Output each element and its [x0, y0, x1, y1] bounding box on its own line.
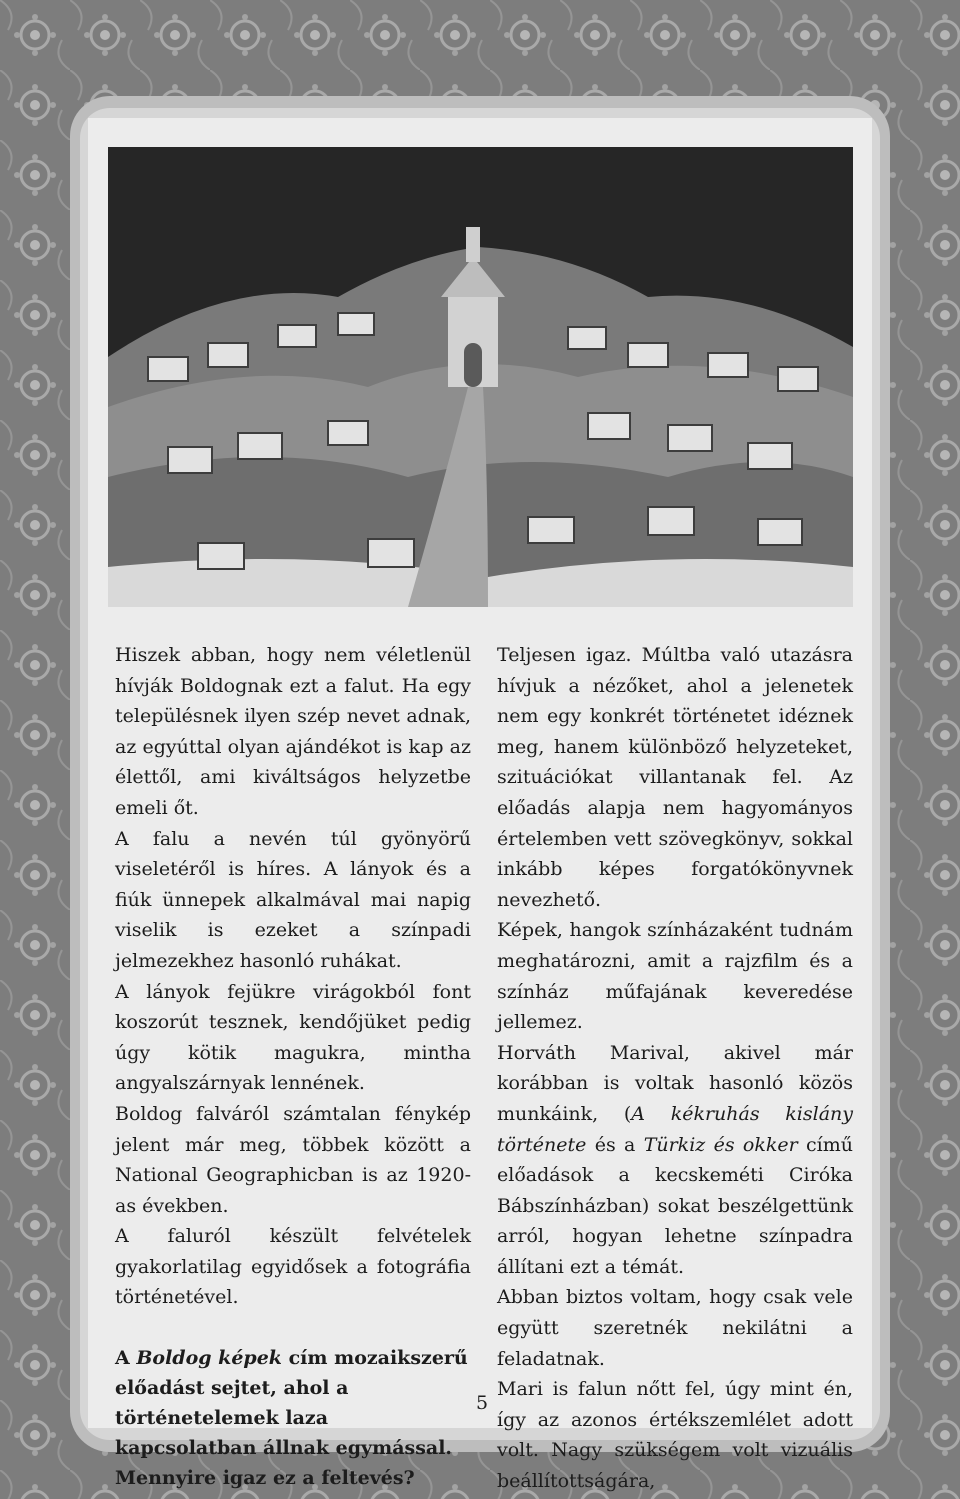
- text: Horváth Marival, akivel már korábban is voltak hasonló közös munkáink, (: [497, 1041, 853, 1125]
- paragraph: Abban biztos voltam, hogy csak vele együtt szeretnék nekilátni a feladatnak.: [497, 1286, 853, 1370]
- lead-question: [115, 1343, 471, 1493]
- village-model-photo-icon: [108, 147, 853, 607]
- text: című előadások a kecskeméti Ciróka Bábszínházban) sokat beszélgettünk arról, hogyan lehetne színpadra állítani ezt a témát.: [497, 1133, 853, 1278]
- paragraph: [497, 1038, 853, 1283]
- lead-prefix: A: [115, 1347, 137, 1370]
- left-column: [115, 640, 471, 1493]
- text: és a: [586, 1133, 644, 1156]
- lead-title: Boldog képek: [136, 1347, 282, 1370]
- lead-suffix: cím mozaikszerű előadást sejtet, ahol a történetelemek laza kapcsolatban állnak egymással. Mennyire igaz ez a feltevés?: [115, 1347, 468, 1490]
- right-column: [497, 640, 853, 1497]
- paragraph: Boldog falváról számtalan fénykép jelent már meg, többek között a National Geographicban is az 1920-as években.: [115, 1102, 471, 1217]
- village-photo: [108, 147, 853, 607]
- paragraph: Mari is falun nőtt fel, úgy mint én, így az azonos értékszemlélet adott volt. Nagy szükségem volt vizuális beállítottságára,: [497, 1378, 853, 1493]
- title-ref: A kékruhás kislány története: [497, 1102, 853, 1156]
- paragraph: A falu a nevén túl gyönyörű viseletéről is híres. A lányok és a fiúk ünnepek alkalmával mai napig viselik is ezeket a színpadi jelmezekhez hasonló ruhákat.: [115, 827, 471, 972]
- title-ref: Türkiz és okker: [643, 1133, 798, 1156]
- paragraph: A faluról készült felvételek gyakorlatilag egyidősek a fotográfia történetével.: [115, 1225, 471, 1309]
- paragraph: Hiszek abban, hogy nem véletlenül hívják Boldognak ezt a falut. Ha egy településnek ilyen szép nevet adnak, az egyúttal olyan ajándékot is kap az élettől, ami kiváltságos helyzetbe emeli őt.: [115, 644, 471, 819]
- paragraph: Teljesen igaz. Múltba való utazásra hívjuk a nézőket, ahol a jelenetek nem egy konkrét történetet idéznek meg, hanem különböző helyzeteket, szituációkat villantanak fel. Az előadás alapja nem hagyományos értelemben vett szövegkönyv, sokkal inkább képes forgatókönyvnek nevezhető.: [497, 644, 853, 911]
- paragraph: Képek, hangok színházaként tudnám meghatározni, amit a rajzfilm és a színház műfajának keveredése jellemez.: [497, 919, 853, 1034]
- page-number: 5: [475, 1392, 489, 1414]
- paragraph: A lányok fejükre virágokból font koszorút tesznek, kendőjüket pedig úgy kötik magukra, mintha angyalszárnyak lennének.: [115, 980, 471, 1095]
